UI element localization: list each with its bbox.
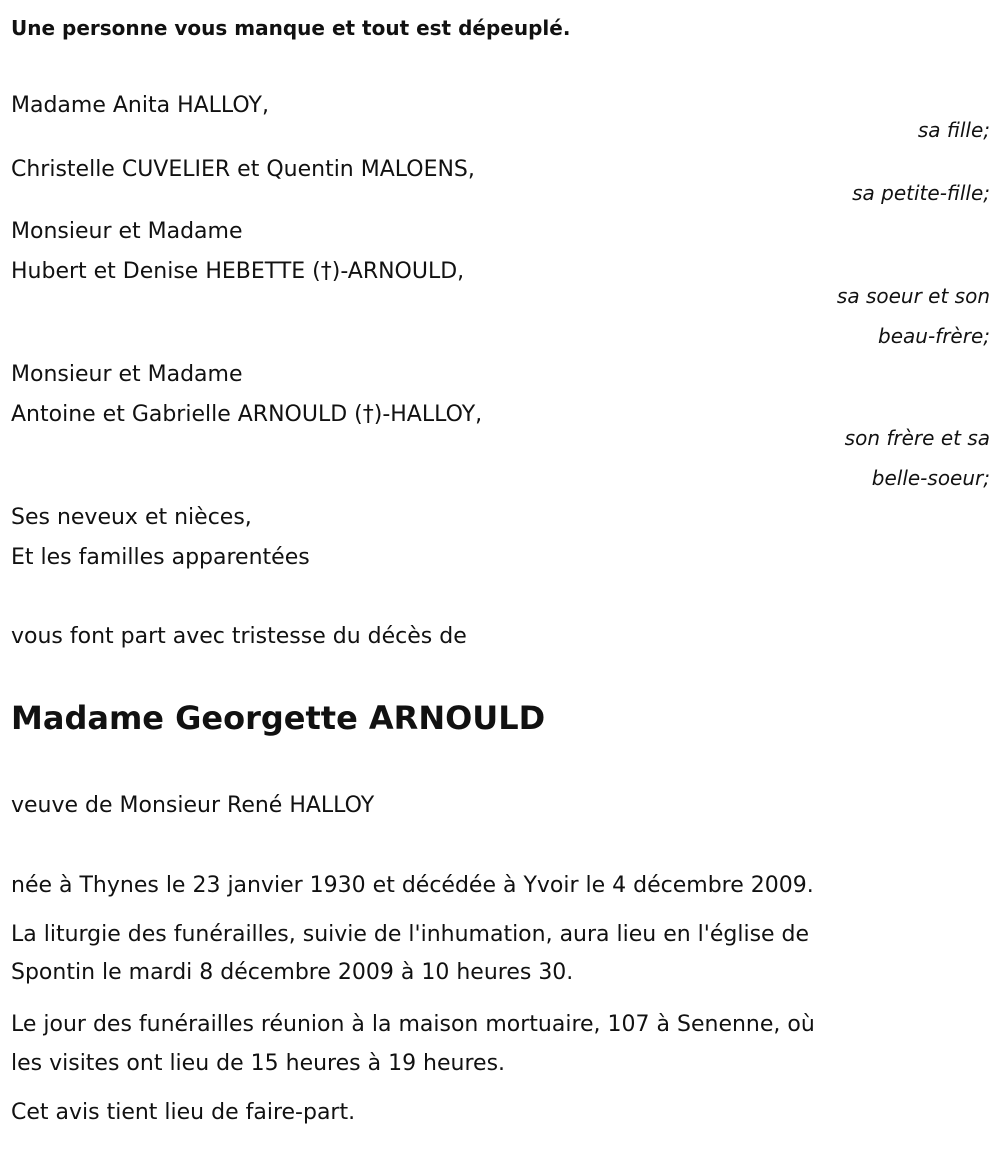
family-member-title: Monsieur et Madame <box>11 362 243 387</box>
family-member-title: Monsieur et Madame <box>11 219 243 244</box>
family-relation: sa soeur et son <box>836 284 990 308</box>
family-relation: son frère et sa <box>844 426 990 450</box>
family-relation: sa fille; <box>917 118 990 142</box>
family-relation: beau-frère; <box>878 324 990 348</box>
family-member-name: Hubert et Denise HEBETTE (†)-ARNOULD, <box>11 259 465 284</box>
other-relatives: Et les familles apparentées <box>11 545 310 570</box>
widow-of: veuve de Monsieur René HALLOY <box>11 793 375 818</box>
visitation-info: les visites ont lieu de 15 heures à 19 heures. <box>11 1051 506 1076</box>
closing-note: Cet avis tient lieu de faire-part. <box>11 1100 356 1125</box>
family-member-name: Antoine et Gabrielle ARNOULD (†)-HALLOY, <box>11 402 483 427</box>
other-relatives: Ses neveux et nièces, <box>11 505 252 530</box>
visitation-info: Le jour des funérailles réunion à la maison mortuaire, 107 à Senenne, où <box>11 1012 815 1037</box>
funeral-info: Spontin le mardi 8 décembre 2009 à 10 heures 30. <box>11 960 574 985</box>
family-relation: belle-soeur; <box>871 466 990 490</box>
deceased-name: Madame Georgette ARNOULD <box>11 699 546 737</box>
family-relation: sa petite-fille; <box>852 181 990 205</box>
family-member-name: Madame Anita HALLOY, <box>11 93 269 118</box>
epigraph-title: Une personne vous manque et tout est dépeuplé. <box>11 16 571 40</box>
birth-death-info: née à Thynes le 23 janvier 1930 et décédée à Yvoir le 4 décembre 2009. <box>11 873 814 898</box>
funeral-info: La liturgie des funérailles, suivie de l'inhumation, aura lieu en l'église de <box>11 922 810 947</box>
announcement-text: vous font part avec tristesse du décès de <box>11 624 467 649</box>
family-member-name: Christelle CUVELIER et Quentin MALOENS, <box>11 157 475 182</box>
